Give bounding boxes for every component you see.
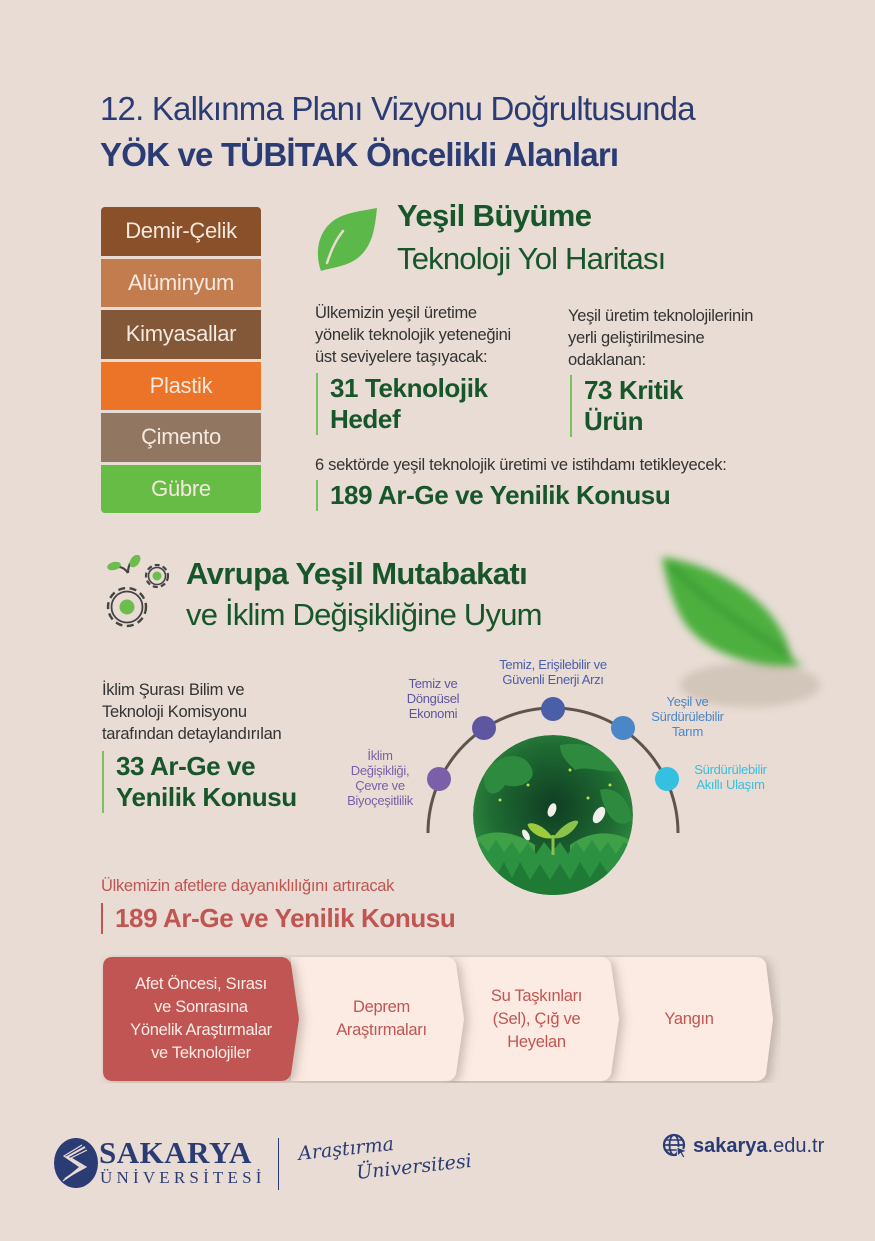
desc-line: Ülkemizin yeşil üretime bbox=[315, 304, 477, 322]
label-line: ve Teknolojiler bbox=[151, 1044, 251, 1062]
disaster-chevron-flow bbox=[101, 955, 781, 1083]
tagline-line2: Üniversitesi bbox=[355, 1150, 473, 1184]
label-line: Araştırmaları bbox=[336, 1021, 427, 1039]
label-line: Yangın bbox=[664, 1009, 714, 1028]
label-line: Yönelik Araştırmalar bbox=[130, 1021, 272, 1039]
label-line: Temiz ve bbox=[408, 676, 458, 691]
arc-label-clean-energy bbox=[478, 657, 628, 687]
sector-label: Demir-Çelik bbox=[125, 218, 237, 244]
globe-cursor-icon bbox=[662, 1133, 688, 1159]
green-growth-title: Yeşil Büyüme bbox=[397, 198, 592, 233]
label-line: ve Sonrasına bbox=[154, 998, 248, 1016]
stat-line: Yenilik Konusu bbox=[116, 782, 297, 812]
sector-label: Alüminyum bbox=[127, 269, 235, 295]
stat-line: 31 Teknolojik bbox=[330, 373, 488, 403]
label-line: Biyoçeşitlilik bbox=[347, 793, 413, 808]
desc-line: üst seviyelere taşıyacak: bbox=[315, 348, 488, 366]
sector-demir-celik bbox=[101, 207, 261, 256]
label-line: Yeşil ve bbox=[666, 694, 709, 709]
leaf-icon bbox=[313, 205, 379, 275]
sector-gubre bbox=[101, 465, 261, 514]
sector-list bbox=[101, 207, 261, 513]
label-line: Deprem bbox=[353, 998, 410, 1016]
disaster-desc: Ülkemizin afetlere dayanıklılığını artıracak bbox=[101, 877, 395, 895]
sector-label: Çimento bbox=[141, 424, 221, 450]
desc-line: odaklanan: bbox=[568, 351, 646, 369]
gears-sprout-icon bbox=[102, 555, 174, 631]
website-rest: .edu.tr bbox=[767, 1134, 825, 1157]
logo-name: SAKARYA bbox=[99, 1135, 252, 1170]
desc-line: Teknoloji Komisyonu bbox=[102, 703, 247, 721]
step-label bbox=[336, 996, 427, 1042]
label-line: Temiz, Erişilebilir ve bbox=[499, 657, 607, 672]
desc-line: tarafından detaylandırılan bbox=[102, 725, 282, 743]
desc-line: yönelik teknolojik yeteneğini bbox=[315, 326, 511, 344]
stat-73-critical-products bbox=[570, 375, 683, 437]
label-line: (Sel), Çığ ve bbox=[492, 1009, 581, 1028]
desc-line: İklim Şurası Bilim ve bbox=[102, 681, 245, 699]
stat-line: 33 Ar-Ge ve bbox=[116, 751, 256, 781]
label-line: Sürdürülebilir bbox=[651, 709, 724, 724]
step-earthquake-research bbox=[299, 955, 464, 1083]
sector-label: Kimyasallar bbox=[125, 321, 237, 347]
label-line: Heyelan bbox=[507, 1032, 566, 1051]
label-line: Sürdürülebilir bbox=[694, 762, 767, 777]
label-line: Afet Öncesi, Sırası bbox=[135, 975, 267, 993]
arc-label-circular-economy bbox=[388, 676, 478, 721]
stat-189-disaster-rd-topics: 189 Ar-Ge ve Yenilik Konusu bbox=[101, 903, 455, 934]
footer-divider bbox=[278, 1138, 279, 1190]
logo-sub: ÜNİVERSİTESİ bbox=[100, 1168, 266, 1187]
label-line: İklim bbox=[367, 748, 393, 763]
stat-line: Ürün bbox=[584, 406, 644, 436]
title-line-1: 12. Kalkınma Planı Vizyonu Doğrultusunda bbox=[100, 90, 695, 127]
sakarya-logo-emblem bbox=[53, 1137, 99, 1189]
stat-line: Hedef bbox=[330, 404, 401, 434]
website-link[interactable] bbox=[662, 1133, 824, 1159]
sector-cimento bbox=[101, 413, 261, 462]
label-line: Değişikliği, bbox=[350, 763, 410, 778]
label-line: Su Taşkınları bbox=[490, 986, 583, 1005]
label-line: Ekonomi bbox=[408, 706, 458, 721]
label-line: Tarım bbox=[671, 724, 703, 739]
sector-plastik bbox=[101, 362, 261, 411]
tagline-line1: Araştırma bbox=[297, 1133, 395, 1165]
green-growth-block3-desc: 6 sektörde yeşil teknolojik üretimi ve istihdamı tetikleyecek: bbox=[315, 456, 727, 474]
green-growth-subtitle: Teknoloji Yol Haritası bbox=[397, 241, 666, 276]
label-line: Akıllı Ulaşım bbox=[696, 777, 765, 792]
sector-label: Gübre bbox=[151, 475, 211, 501]
sector-aluminyum bbox=[101, 259, 261, 308]
european-green-deal-desc bbox=[102, 679, 281, 745]
stat-189-rd-topics: 189 Ar-Ge ve Yenilik Konusu bbox=[316, 480, 670, 511]
label-line: Güvenli Enerji Arzı bbox=[502, 672, 604, 687]
stat-31-technological-targets bbox=[316, 373, 488, 435]
step-label bbox=[664, 1008, 713, 1031]
step-floods-avalanche-landslide bbox=[459, 955, 614, 1083]
label-line: Çevre ve bbox=[355, 778, 405, 793]
green-growth-block2-desc bbox=[568, 305, 753, 371]
sector-kimyasallar bbox=[101, 310, 261, 359]
stat-33-rd-topics bbox=[102, 751, 297, 813]
arc-label-climate-biodiversity bbox=[330, 748, 430, 808]
stat-line: 73 Kritik bbox=[584, 375, 684, 405]
step-disaster-research bbox=[101, 955, 301, 1083]
step-label bbox=[491, 985, 582, 1054]
european-green-deal-subtitle: ve İklim Değişikliğine Uyum bbox=[186, 597, 542, 632]
desc-line: yerli geliştirilmesine bbox=[568, 329, 705, 347]
label-line: Döngüsel bbox=[406, 691, 460, 706]
desc-line: Yeşil üretim teknolojilerinin bbox=[568, 307, 754, 325]
arc-label-smart-mobility bbox=[683, 762, 778, 792]
european-green-deal-title: Avrupa Yeşil Mutabakatı bbox=[186, 556, 528, 591]
sector-label: Plastik bbox=[149, 372, 213, 398]
arc-label-sustainable-agriculture bbox=[640, 694, 735, 739]
green-growth-block1-desc bbox=[315, 302, 511, 368]
title-line-2: YÖK ve TÜBİTAK Öncelikli Alanları bbox=[100, 136, 619, 173]
step-wildfire bbox=[614, 955, 764, 1083]
website-bold: sakarya bbox=[693, 1134, 768, 1157]
step-label bbox=[130, 973, 272, 1065]
